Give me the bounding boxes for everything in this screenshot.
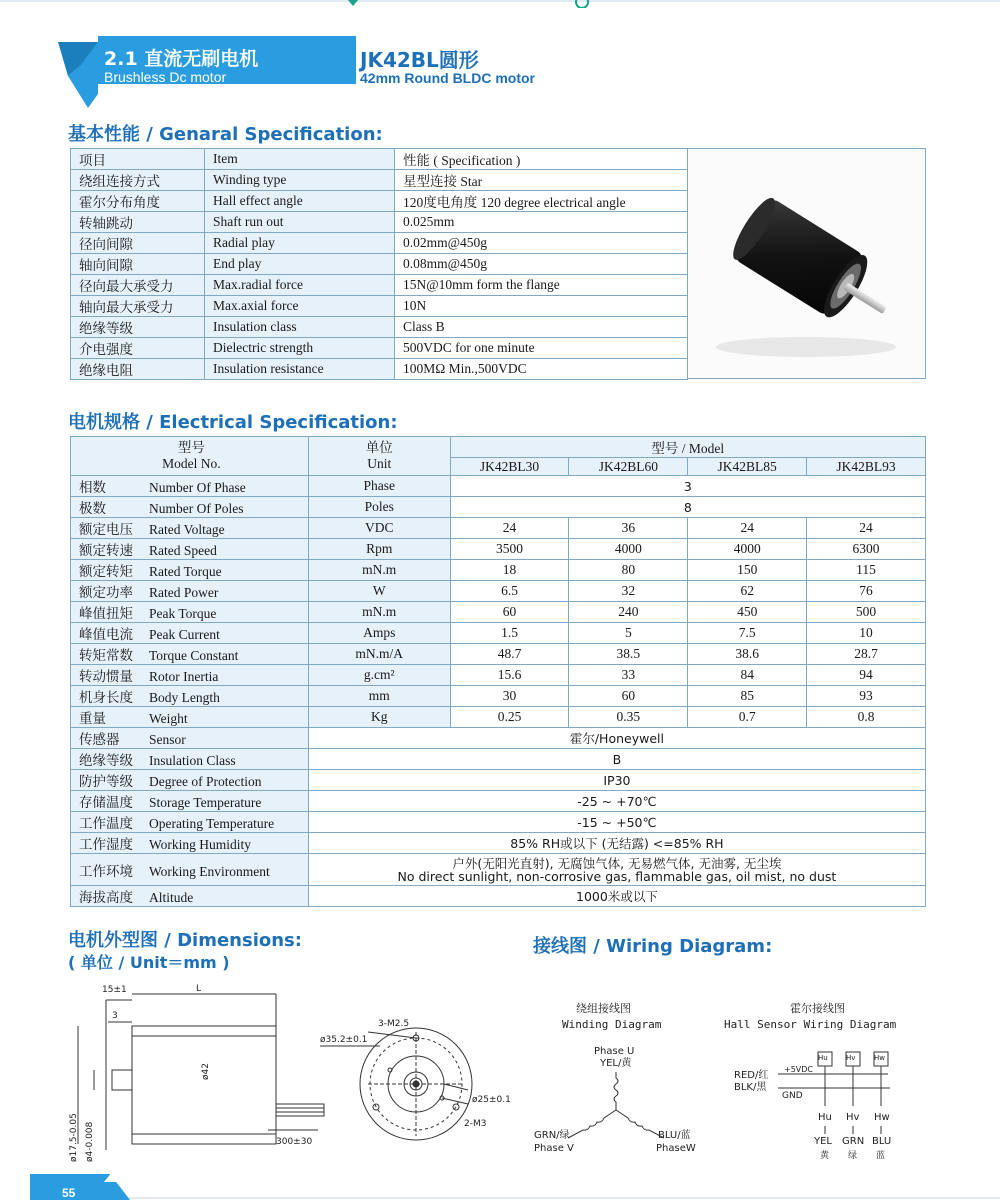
dimensions-title: 电机外型图 / Dimensions:: [68, 930, 302, 951]
dim-L: L: [196, 984, 202, 994]
spec-row: [71, 665, 926, 686]
row-value: 3: [450, 476, 925, 497]
dim-m3: 2-M3: [464, 1119, 487, 1129]
blu-label: BLU/蓝: [658, 1130, 691, 1141]
row-label: [71, 854, 309, 886]
row-label-zh: 峰值扭矩: [79, 606, 133, 621]
spec-row: [71, 728, 926, 749]
phase-u-label: Phase U: [594, 1046, 635, 1057]
spec-value: 星型连接 Star: [395, 170, 688, 191]
spec-row: [71, 359, 688, 380]
row-label-en: Working Humidity: [149, 837, 252, 852]
row-value: 33: [569, 665, 688, 686]
blu2-label: BLU: [872, 1136, 892, 1147]
row-label-zh: 绝缘等级: [79, 753, 133, 768]
row-label: [71, 749, 309, 770]
model-col-2: JK42BL60: [569, 458, 688, 476]
section-title-zh: 2.1 直流无刷电机: [104, 48, 259, 70]
spec-value: Class B: [395, 317, 688, 338]
row-label: [71, 886, 309, 907]
blu-zh-label: 蓝: [876, 1151, 886, 1161]
spec-row: [71, 254, 688, 275]
row-value: 3500: [450, 539, 569, 560]
dim-lead: 300±30: [276, 1137, 313, 1147]
row-label: [71, 812, 309, 833]
row-label-en: Rotor Inertia: [149, 669, 219, 684]
spec-value: 性能 ( Specification ): [395, 149, 688, 170]
hv-box: Hv: [846, 1054, 856, 1062]
spec-label-zh: 轴向最大承受力: [71, 296, 205, 317]
winding-title-en: Winding Diagram: [562, 1018, 662, 1031]
row-unit: Amps: [308, 623, 450, 644]
row-value: 32: [569, 581, 688, 602]
top-decoration: [0, 0, 1000, 8]
row-value: 5: [569, 623, 688, 644]
dim-3: 3: [112, 1011, 118, 1021]
row-value: 0.7: [688, 707, 807, 728]
blk-label: BLK/黑: [734, 1082, 767, 1093]
row-label-zh: 转矩常数: [79, 648, 133, 663]
spec-label-zh: 轴向间隙: [71, 254, 205, 275]
spec-row: [71, 833, 926, 854]
row-value: 24: [450, 518, 569, 539]
wiring-diagram: [528, 996, 948, 1166]
phase-v-label: Phase V: [534, 1143, 574, 1154]
spec-value: 10N: [395, 296, 688, 317]
row-label-en: Body Length: [149, 690, 220, 705]
spec-label-en: Dielectric strength: [205, 338, 395, 359]
environment-zh: 户外(无阳光直射), 无腐蚀气体, 无易燃气体, 无油雾, 无尘埃: [452, 855, 782, 871]
spec-row: [71, 296, 688, 317]
dimension-drawing: [68, 980, 528, 1170]
dim-boss: ø25±0.1: [472, 1095, 511, 1105]
dim-pcd: ø35.2±0.1: [320, 1035, 368, 1045]
spec-row: [71, 812, 926, 833]
row-unit: W: [308, 581, 450, 602]
row-unit: Kg: [308, 707, 450, 728]
hw-label: Hw: [874, 1112, 890, 1123]
motor-image: [688, 149, 926, 380]
row-label-zh: 海拔高度: [79, 890, 133, 905]
spec-row: [71, 686, 926, 707]
row-label-zh: 转动惯量: [79, 669, 133, 684]
row-value: 80: [569, 560, 688, 581]
model-col-3: JK42BL85: [688, 458, 807, 476]
spec-row: [71, 749, 926, 770]
row-value: 48.7: [450, 644, 569, 665]
hall-title-zh: 霍尔接线图: [790, 1002, 845, 1015]
dim-d4: ø4-0.008: [85, 1121, 95, 1162]
row-value: 4000: [688, 539, 807, 560]
environment-row: [71, 854, 926, 886]
row-value: 85% RH或以下 (无结露) <=85% RH: [308, 833, 925, 854]
spec-row: [71, 644, 926, 665]
spec-label-en: Insulation resistance: [205, 359, 395, 380]
spec-label-zh: 绝缘等级: [71, 317, 205, 338]
hw-box: Hw: [874, 1054, 885, 1062]
model-col-4: JK42BL93: [807, 458, 926, 476]
row-label-zh: 工作湿度: [79, 837, 133, 852]
row-label-en: Rated Speed: [149, 543, 217, 558]
spec-value: 120度电角度 120 degree electrical angle: [395, 191, 688, 212]
row-label: [71, 644, 309, 665]
red-label: RED/红: [734, 1070, 769, 1081]
spec-row: [71, 275, 688, 296]
row-label-en: Degree of Protection: [149, 774, 262, 789]
row-value: 94: [807, 665, 926, 686]
row-value: 18: [450, 560, 569, 581]
row-value: 0.25: [450, 707, 569, 728]
spec-row: [71, 539, 926, 560]
model-title: JK42BL圆形: [360, 48, 479, 72]
spec-row: [71, 191, 688, 212]
row-unit: Rpm: [308, 539, 450, 560]
spec-label-en: Radial play: [205, 233, 395, 254]
row-value: 0.8: [807, 707, 926, 728]
row-value: 85: [688, 686, 807, 707]
spec-row: [71, 233, 688, 254]
spec-row: [71, 560, 926, 581]
row-label: [71, 791, 309, 812]
dim-d42: ø42: [201, 1063, 211, 1080]
spec-value: 15N@10mm form the flange: [395, 275, 688, 296]
dimensions-unit-note: ( 单位 / Unit＝mm ): [68, 953, 230, 972]
spec-value: 0.08mm@450g: [395, 254, 688, 275]
model-group-header: 型号 / Model: [450, 437, 925, 458]
row-label-zh: 重量: [79, 711, 106, 726]
row-label-zh: 相数: [79, 480, 106, 495]
model-col-1: JK42BL30: [450, 458, 569, 476]
row-unit: mm: [308, 686, 450, 707]
wiring-title: 接线图 / Wiring Diagram:: [533, 936, 773, 957]
spec-value: 0.025mm: [395, 212, 688, 233]
unit-header: [308, 437, 450, 476]
electrical-spec-title: 电机规格 / Electrical Specification:: [68, 412, 398, 433]
spec-row: [71, 707, 926, 728]
row-value: B: [308, 749, 925, 770]
spec-row: [71, 791, 926, 812]
row-label-zh: 额定功率: [79, 585, 133, 600]
row-unit: mN.m: [308, 560, 450, 581]
spec-label-zh: 项目: [71, 149, 205, 170]
phase-w-label: PhaseW: [656, 1143, 696, 1154]
spec-label-en: Max.axial force: [205, 296, 395, 317]
row-label: [71, 833, 309, 854]
row-value: 8: [450, 497, 925, 518]
row-value: 38.5: [569, 644, 688, 665]
row-label-en: Sensor: [149, 732, 186, 747]
spec-label-en: Shaft run out: [205, 212, 395, 233]
poles-row: [71, 497, 926, 518]
row-label: [71, 707, 309, 728]
section-banner: [58, 36, 358, 108]
row-value: 115: [807, 560, 926, 581]
row-value: 7.5: [688, 623, 807, 644]
row-label-zh: 额定转速: [79, 543, 133, 558]
row-unit: mN.m: [308, 602, 450, 623]
row-value: 38.6: [688, 644, 807, 665]
row-label-en: Insulation Class: [149, 753, 236, 768]
row-label: [71, 476, 309, 497]
spec-label-zh: 绕组连接方式: [71, 170, 205, 191]
row-value: 10: [807, 623, 926, 644]
spec-row: [71, 317, 688, 338]
unit-zh: 单位: [365, 440, 393, 455]
spec-row: [71, 770, 926, 791]
row-unit: mN.m/A: [308, 644, 450, 665]
row-label-en: Rated Torque: [149, 564, 222, 579]
row-label: [71, 686, 309, 707]
row-value: IP30: [308, 770, 925, 791]
row-label-en: Rated Voltage: [149, 522, 225, 537]
model-subtitle: 42mm Round BLDC motor: [360, 70, 535, 86]
row-label: [71, 497, 309, 518]
row-label-zh: 防护等级: [79, 774, 133, 789]
spec-row: [71, 212, 688, 233]
row-value: 500: [807, 602, 926, 623]
spec-value: 500VDC for one minute: [395, 338, 688, 359]
row-label: [71, 539, 309, 560]
spec-label-en: Item: [205, 149, 395, 170]
winding-title-zh: 绕组接线图: [576, 1002, 631, 1015]
spec-label-zh: 介电强度: [71, 338, 205, 359]
spec-label-en: Hall effect angle: [205, 191, 395, 212]
dim-d17: ø17.5-0.05: [69, 1113, 79, 1162]
row-unit: g.cm²: [308, 665, 450, 686]
row-value: -15 ~ +50℃: [308, 812, 925, 833]
row-label-en: Weight: [149, 711, 188, 726]
grn2-label: GRN: [842, 1136, 865, 1147]
row-label: [71, 665, 309, 686]
spec-label-zh: 径向间隙: [71, 233, 205, 254]
hv-label: Hv: [846, 1112, 860, 1123]
electrical-spec-table: [70, 436, 926, 907]
row-label-zh: 机身长度: [79, 690, 133, 705]
row-label-zh: 额定转矩: [79, 564, 133, 579]
spec-label-en: Max.radial force: [205, 275, 395, 296]
row-label: [71, 623, 309, 644]
row-value: [308, 854, 925, 886]
row-value: 36: [569, 518, 688, 539]
general-spec-table: [70, 148, 688, 380]
spec-row: [71, 170, 688, 191]
row-label-zh: 额定电压: [79, 522, 133, 537]
gnd-label: GND: [782, 1091, 803, 1101]
row-unit: Poles: [308, 497, 450, 518]
row-label-en: Number Of Phase: [149, 480, 246, 495]
row-value: 62: [688, 581, 807, 602]
row-value: 0.35: [569, 707, 688, 728]
spec-row: [71, 338, 688, 359]
row-label-zh: 峰值电流: [79, 627, 133, 642]
row-label-zh: 传感器: [79, 732, 120, 747]
grn-label: GRN/绿: [534, 1130, 570, 1141]
dim-holes: 3-M2.5: [378, 1019, 410, 1029]
spec-row: [71, 581, 926, 602]
row-label: [71, 560, 309, 581]
spec-value: 100MΩ Min.,500VDC: [395, 359, 688, 380]
row-label-en: Number Of Poles: [149, 501, 244, 516]
phase-row: [71, 476, 926, 497]
general-spec-title: 基本性能 / Genaral Specification:: [68, 124, 383, 145]
altitude-row: [71, 886, 926, 907]
row-value: 1.5: [450, 623, 569, 644]
model-no-en: Model No.: [162, 456, 221, 471]
spec-label-en: Winding type: [205, 170, 395, 191]
row-value: 240: [569, 602, 688, 623]
page-footer: [0, 1168, 1000, 1200]
row-value: 60: [450, 602, 569, 623]
model-no-header: [71, 437, 309, 476]
row-label: [71, 602, 309, 623]
row-label-en: Torque Constant: [149, 648, 239, 663]
spec-label-zh: 径向最大承受力: [71, 275, 205, 296]
row-value: 24: [688, 518, 807, 539]
spec-label-zh: 转轴跳动: [71, 212, 205, 233]
row-label: [71, 581, 309, 602]
yel-zh-label: 黄: [820, 1151, 830, 1161]
row-value: 150: [688, 560, 807, 581]
row-label-zh: 存储温度: [79, 795, 133, 810]
row-value: 30: [450, 686, 569, 707]
row-value: 93: [807, 686, 926, 707]
row-label: [71, 770, 309, 791]
row-value: 4000: [569, 539, 688, 560]
header-row: [71, 437, 926, 458]
unit-en: Unit: [367, 456, 392, 471]
row-value: 76: [807, 581, 926, 602]
spec-label-zh: 霍尔分布角度: [71, 191, 205, 212]
row-value: 6300: [807, 539, 926, 560]
row-label-en: Peak Torque: [149, 606, 217, 621]
yel-label: YEL: [814, 1136, 832, 1147]
row-label-en: Altitude: [149, 890, 194, 905]
row-label-en: Operating Temperature: [149, 816, 275, 831]
row-value: 1000米或以下: [308, 886, 925, 907]
vdc-label: +5VDC: [784, 1065, 814, 1074]
row-label: [71, 728, 309, 749]
hall-diagram: [724, 1001, 897, 1161]
row-label: [71, 518, 309, 539]
row-label-zh: 工作温度: [79, 816, 133, 831]
dim-shaft-len: 15±1: [102, 985, 127, 995]
spec-label-zh: 绝缘电阻: [71, 359, 205, 380]
row-value: -25 ~ +70℃: [308, 791, 925, 812]
row-unit: Phase: [308, 476, 450, 497]
hall-title-en: Hall Sensor Wiring Diagram: [724, 1018, 897, 1031]
row-label-zh: 极数: [79, 501, 106, 516]
hu-label: Hu: [818, 1112, 832, 1123]
spec-value: 0.02mm@450g: [395, 233, 688, 254]
row-value: 60: [569, 686, 688, 707]
winding-diagram: [534, 1001, 696, 1154]
grn-zh-label: 绿: [848, 1151, 858, 1161]
yel-u-label: YEL/黄: [600, 1058, 632, 1069]
row-value: 28.7: [807, 644, 926, 665]
row-unit: VDC: [308, 518, 450, 539]
model-no-zh: 型号: [177, 440, 205, 455]
row-label-en: Peak Current: [149, 627, 220, 642]
row-label-en: Rated Power: [149, 585, 219, 600]
row-value: 24: [807, 518, 926, 539]
page-number: 55: [62, 1186, 76, 1200]
motor-photo: [688, 148, 926, 379]
row-label-en: Working Environment: [149, 863, 270, 879]
environment-en: No direct sunlight, non-corrosive gas, flammable gas, oil mist, no dust: [397, 868, 837, 884]
row-value: 84: [688, 665, 807, 686]
row-value: 450: [688, 602, 807, 623]
row-value: 15.6: [450, 665, 569, 686]
row-value: 6.5: [450, 581, 569, 602]
row-label-en: Storage Temperature: [149, 795, 262, 810]
spec-row: [71, 518, 926, 539]
spec-row: [71, 602, 926, 623]
row-label-zh: 工作环境: [79, 863, 133, 879]
spec-row: [71, 149, 688, 170]
row-value: 霍尔/Honeywell: [308, 728, 925, 749]
hu-box: Hu: [818, 1054, 828, 1062]
spec-row: [71, 623, 926, 644]
spec-label-en: Insulation class: [205, 317, 395, 338]
spec-label-en: End play: [205, 254, 395, 275]
section-title-en: Brushless Dc motor: [104, 69, 227, 85]
